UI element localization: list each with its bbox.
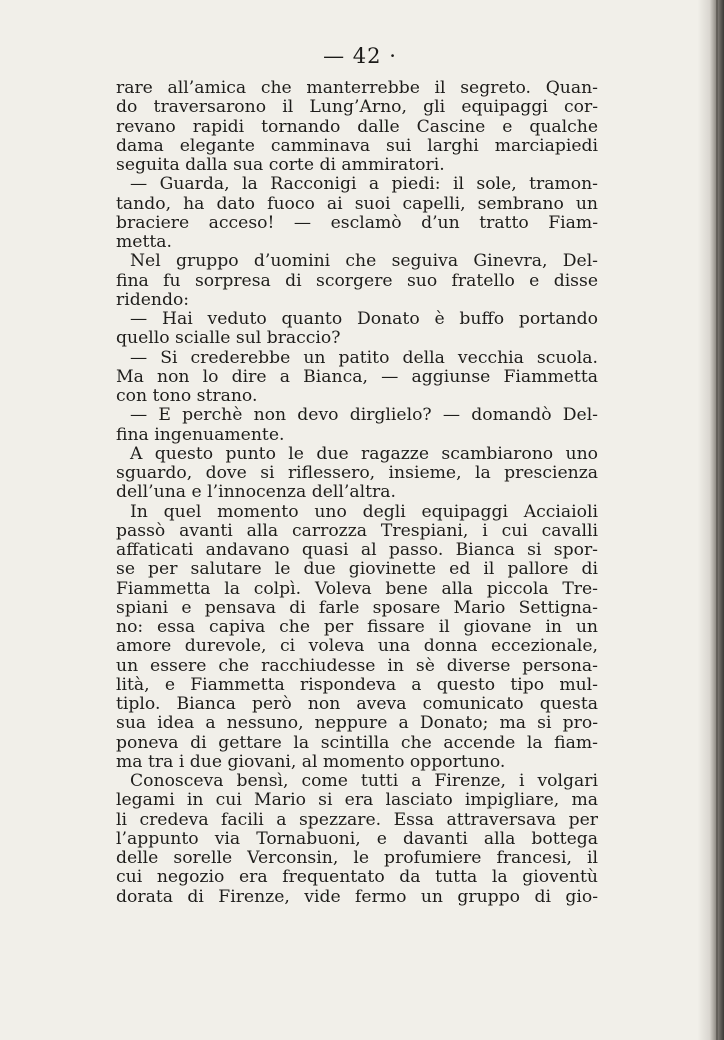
text-line: cui negozio era frequentato da tutta la gioventù [116,867,598,888]
text-line: affaticati andavano quasi al passo. Bianca si spor- [116,540,598,560]
text-line: ma tra i due giovani, al momento opportuno. [116,751,506,772]
page-edge-shadow [698,0,724,1040]
text-line: revano rapidi tornando dalle Cascine e qualche [116,116,598,137]
text-line: delle sorelle Verconsin, le profumiere francesi, il [116,848,598,868]
text-line: do traversarono il Lung’Arno, gli equipaggi cor- [116,97,598,118]
text-line: rare all’amica che manterrebbe il segreto. Quan- [116,78,598,98]
page-edge-line [716,0,718,1040]
text-line: Nel gruppo d’uomini che seguiva Ginevra, Del- [130,251,598,272]
text-line: Ma non lo dire a Bianca, — aggiunse Fiammetta [116,366,598,387]
text-line: tiplo. Bianca però non aveva comunicato questa [116,694,598,714]
text-line: con tono strano. [116,386,258,406]
text-line: se per salutare le due giovinette ed il pallore di [116,559,598,580]
text-line: dama elegante camminava sui larghi marciapiedi [116,135,598,156]
text-line: li credeva facili a spezzare. Essa attraversava per [116,809,598,830]
text-line: — Guarda, la Racconigi a piedi: il sole, tramon- [130,174,598,195]
text-line: ridendo: [116,289,190,310]
text-line: no: essa capiva che per fissare il giovane in un [116,617,598,637]
text-line: metta. [116,232,172,252]
text-line: dell’una e l’innocenza dell’altra. [116,482,396,503]
text-line: legami in cui Mario si era lasciato impigliare, ma [116,790,598,811]
text-line: poneva di gettare la scintilla che accende la fiam- [116,732,598,753]
text-line: — Si crederebbe un patito della vecchia scuola. [130,347,598,368]
text-line: lità, e Fiammetta rispondeva a questo tipo mul- [116,674,598,695]
text-line: l’appunto via Tornabuoni, e davanti alla bottega [116,828,598,849]
text-line: A questo punto le due ragazze scambiarono uno [130,443,598,464]
text-line: un essere che racchiudesse in sè diverse persona- [116,655,598,676]
body-text [116,79,598,907]
text-line: — Hai veduto quanto Donato è buffo portando [130,309,598,329]
text-line: dorata di Firenze, vide fermo un gruppo di gio- [116,886,598,907]
text-line: seguita dalla sua corte di ammiratori. [116,155,445,175]
text-line: sguardo, dove si riflessero, insieme, la prescienza [116,463,598,483]
text-line: Conosceva bensì, come tutti a Firenze, i volgari [130,771,598,791]
text-line: quello scialle sul braccio? [116,328,341,349]
text-line: spiani e pensava di farle sposare Mario Settigna- [116,597,598,618]
text-line: In quel momento uno degli equipaggi Acciaioli [130,501,598,522]
text-line: sua idea a nessuno, neppure a Donato; ma si pro- [116,713,598,734]
text-line: passò avanti alla carrozza Trespiani, i cui cavalli [116,520,598,541]
text-line: fina fu sorpresa di scorgere suo fratello e disse [116,270,598,291]
page-number: — 42 · [323,44,397,68]
text-line: Fiammetta la colpì. Voleva bene alla piccola Tre- [116,578,598,599]
text-line: tando, ha dato fuoco ai suoi capelli, sembrano un [116,193,598,214]
text-line: braciere acceso! — esclamò d’un tratto Fiam- [116,212,598,233]
text-line: amore durevole, ci voleva una donna eccezionale, [116,636,598,657]
text-line: — E perchè non devo dirglielo? — domandò Del- [130,405,598,426]
text-line: fina ingenuamente. [116,424,285,445]
